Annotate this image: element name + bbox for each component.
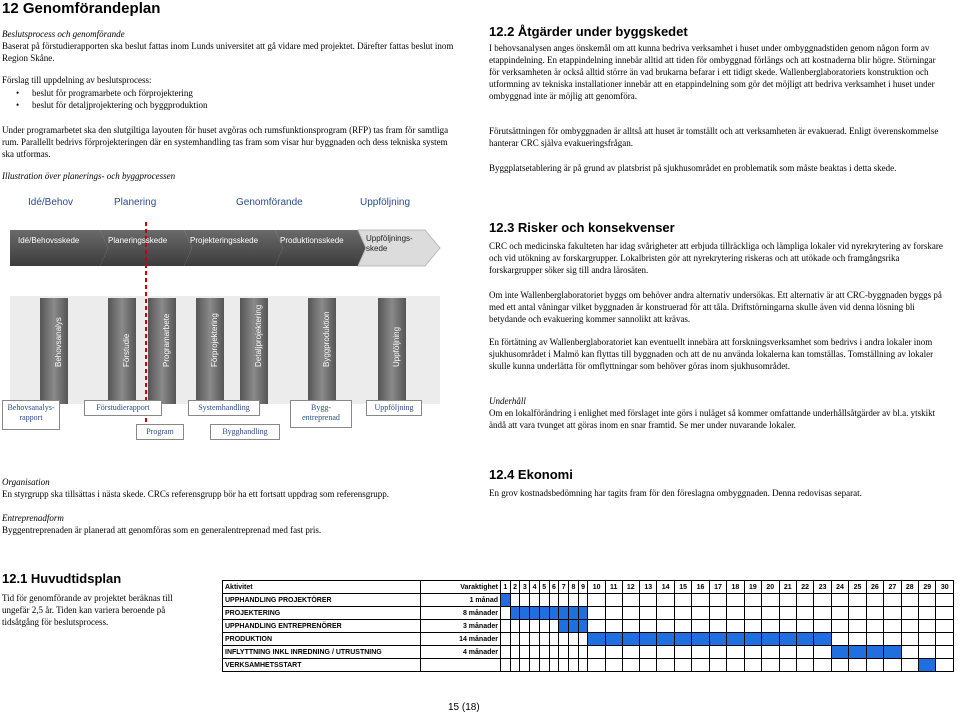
- gantt-month-header: 3: [520, 581, 530, 594]
- gantt-month-header: 16: [692, 581, 709, 594]
- gantt-month-header: 21: [779, 581, 796, 594]
- gantt-empty-cell: [578, 633, 588, 646]
- gantt-activity-name: UPPHANDLING ENTREPRENÖRER: [223, 620, 421, 633]
- doc-box: Program: [136, 424, 184, 440]
- bar-label: Förprojektering: [210, 313, 219, 367]
- gantt-empty-cell: [919, 633, 936, 646]
- gantt-month-header: 23: [814, 581, 831, 594]
- gantt-bar-cell: [919, 659, 936, 672]
- phase-label: Genomförande: [236, 197, 303, 208]
- gantt-empty-cell: [762, 646, 779, 659]
- bar-label: Detaljprojektering: [254, 304, 263, 367]
- process-diagram: [0, 192, 460, 447]
- gantt-empty-cell: [744, 620, 761, 633]
- organisation-text: En styrgrupp ska tillsättas i nästa skede. CRCs referensgrupp bör ha ett fortsatt uppdrag som referensgrupp.: [2, 489, 389, 499]
- paragraph: Byggplatsetablering är på grund av platsbrist på sjukhusområdet en problematik som måste beaktas i detta skede.: [489, 163, 897, 173]
- gantt-bar-cell: [744, 633, 761, 646]
- gantt-bar-cell: [814, 633, 831, 646]
- gantt-bar-cell: [884, 646, 901, 659]
- gantt-duration: 8 månader: [421, 607, 501, 620]
- gantt-empty-cell: [709, 607, 726, 620]
- gantt-empty-cell: [674, 594, 691, 607]
- gantt-empty-cell: [727, 594, 744, 607]
- gantt-empty-cell: [709, 659, 726, 672]
- gantt-bar-cell: [588, 633, 605, 646]
- gantt-empty-cell: [762, 659, 779, 672]
- gantt-empty-cell: [814, 659, 831, 672]
- gantt-empty-cell: [549, 646, 559, 659]
- gantt-empty-cell: [901, 594, 918, 607]
- gantt-month-header: 24: [831, 581, 848, 594]
- gantt-row: [223, 620, 954, 633]
- gantt-month-header: 25: [849, 581, 866, 594]
- gantt-empty-cell: [520, 646, 530, 659]
- gantt-empty-cell: [709, 620, 726, 633]
- gantt-empty-cell: [884, 633, 901, 646]
- gantt-activity-name: UPPHANDLING PROJEKTÖRER: [223, 594, 421, 607]
- gantt-month-header: 7: [559, 581, 569, 594]
- gantt-month-header: 10: [588, 581, 605, 594]
- gantt-bar-cell: [692, 633, 709, 646]
- gantt-empty-cell: [831, 633, 848, 646]
- gantt-empty-cell: [569, 659, 579, 672]
- gantt-bar-cell: [709, 633, 726, 646]
- bar-label: Byggproduktion: [322, 311, 331, 367]
- gantt-empty-cell: [640, 646, 657, 659]
- gantt-row: [223, 633, 954, 646]
- gantt-empty-cell: [539, 633, 549, 646]
- phase-label: Idé/Behov: [28, 197, 74, 208]
- gantt-bar-cell: [657, 633, 674, 646]
- gantt-empty-cell: [674, 659, 691, 672]
- gantt-empty-cell: [510, 594, 520, 607]
- gantt-empty-cell: [849, 633, 866, 646]
- gantt-empty-cell: [622, 594, 639, 607]
- gantt-empty-cell: [539, 646, 549, 659]
- gantt-empty-cell: [831, 659, 848, 672]
- gantt-month-header: 18: [727, 581, 744, 594]
- rfp-text: Under programarbetet ska den slutgiltiga layouten för huset avgöras och rumsfunktionsprogram (RFP) tas fram för samtliga rum. Parallellt bedrivs förprojekteringen där en systemhandling tas fram som visar hur byggnaden och dess tekniska system ska utformas.: [2, 125, 449, 159]
- gantt-empty-cell: [936, 620, 954, 633]
- gantt-bar-cell: [849, 646, 866, 659]
- gantt-empty-cell: [559, 646, 569, 659]
- chevron-label: Produktionsskede: [280, 236, 344, 245]
- gantt-empty-cell: [520, 659, 530, 672]
- gantt-bar-cell: [569, 620, 579, 633]
- gantt-empty-cell: [530, 620, 540, 633]
- gantt-empty-cell: [510, 659, 520, 672]
- gantt-empty-cell: [901, 659, 918, 672]
- gantt-row: [223, 594, 954, 607]
- gantt-empty-cell: [588, 594, 605, 607]
- gantt-empty-cell: [727, 646, 744, 659]
- page-title: 12 Genomförandeplan: [2, 0, 161, 17]
- gantt-empty-cell: [549, 620, 559, 633]
- gantt-empty-cell: [866, 620, 883, 633]
- paragraph: Om inte Wallenberglaboratoriet byggs om behöver andra alternativ undersökas. Ett alternativ är att CRC-byggnaden byggs på med ett antal våningar vilket byggnaden är konstruerad för att tåla. Driftstörningarna skulle även vid denna lösning bli betydande och evakuering kommer sannolikt att krävas.: [489, 290, 942, 324]
- gantt-empty-cell: [657, 659, 674, 672]
- gantt-empty-cell: [762, 594, 779, 607]
- doc-box: Bygghandling: [210, 424, 280, 440]
- gantt-empty-cell: [779, 594, 796, 607]
- gantt-empty-cell: [919, 607, 936, 620]
- gantt-empty-cell: [692, 646, 709, 659]
- gantt-empty-cell: [657, 594, 674, 607]
- gantt-empty-cell: [849, 620, 866, 633]
- paragraph: Förutsättningen för ombyggnaden är alltså att huset är tomställt och att verksamheten är evakuerad. Enligt överenskommelse hanterar CRC själva evakueringsfrågan.: [489, 126, 939, 148]
- gantt-empty-cell: [530, 659, 540, 672]
- gantt-bar-cell: [510, 607, 520, 620]
- gantt-empty-cell: [692, 659, 709, 672]
- gantt-month-header: 15: [674, 581, 691, 594]
- gantt-bar-cell: [866, 646, 883, 659]
- gantt-empty-cell: [539, 659, 549, 672]
- gantt-empty-cell: [779, 607, 796, 620]
- gantt-duration: 4 månader: [421, 646, 501, 659]
- organisation-heading: Organisation: [2, 477, 50, 487]
- gantt-empty-cell: [539, 620, 549, 633]
- gantt-empty-cell: [657, 620, 674, 633]
- gantt-empty-cell: [709, 594, 726, 607]
- paragraph: CRC och medicinska fakulteten har idag svårigheter att erbjuda tillräckliga och lämpliga lokaler vid nyrekrytering av forskare och vid utökning av forskargrupper. Lokalbristen gör att nyrekrytering riskeras och att utökade och framgångsrika forskargrupper söker sig till andra lärosäten.: [489, 241, 943, 275]
- gantt-empty-cell: [510, 620, 520, 633]
- gantt-empty-cell: [559, 659, 569, 672]
- gantt-row: [223, 646, 954, 659]
- gantt-empty-cell: [936, 646, 954, 659]
- gantt-bar-cell: [559, 620, 569, 633]
- section-heading-12-1: 12.1 Huvudtidsplan: [2, 571, 122, 586]
- paragraph: En förtätning av Wallenberglaboratoriet kan eventuellt innebära att forskningsverksamhet som bedrivs i andra lokaler inom sjukhusområdet i Malmö kan flyttas till byggnaden och att de nu använda lokalerna kan tomställas. Tomställning av lokaler skulle kunna underlätta för omflyttningar som behöver göras inom sjukhusområdet.: [489, 337, 934, 371]
- gantt-bar-cell: [762, 633, 779, 646]
- gantt-bar-cell: [831, 646, 848, 659]
- chevron-label: Planeringsskede: [108, 236, 168, 245]
- gantt-empty-cell: [936, 607, 954, 620]
- gantt-empty-cell: [520, 594, 530, 607]
- gantt-empty-cell: [779, 659, 796, 672]
- gantt-month-header: 17: [709, 581, 726, 594]
- gantt-empty-cell: [727, 607, 744, 620]
- gantt-empty-cell: [936, 633, 954, 646]
- gantt-bar-cell: [549, 607, 559, 620]
- proposal-item: • beslut för programarbete och förprojektering: [32, 87, 207, 99]
- gantt-empty-cell: [530, 594, 540, 607]
- gantt-month-header: 22: [796, 581, 813, 594]
- section-heading-12-4: 12.4 Ekonomi: [489, 467, 573, 482]
- gantt-empty-cell: [866, 659, 883, 672]
- gantt-empty-cell: [605, 646, 622, 659]
- gantt-empty-cell: [849, 659, 866, 672]
- gantt-empty-cell: [796, 646, 813, 659]
- doc-box: Förstudierapport: [84, 400, 162, 416]
- gantt-empty-cell: [530, 646, 540, 659]
- bar-label: Behovsanalys: [54, 317, 63, 367]
- gantt-empty-cell: [744, 659, 761, 672]
- gantt-bar-cell: [539, 607, 549, 620]
- gantt-empty-cell: [884, 607, 901, 620]
- underhall-heading: Underhåll: [489, 396, 526, 406]
- gantt-month-header: 9: [578, 581, 588, 594]
- gantt-month-header: 6: [549, 581, 559, 594]
- gantt-bar-cell: [578, 607, 588, 620]
- gantt-empty-cell: [779, 646, 796, 659]
- gantt-empty-cell: [814, 594, 831, 607]
- gantt-empty-cell: [605, 620, 622, 633]
- gantt-empty-cell: [588, 659, 605, 672]
- gantt-empty-cell: [559, 594, 569, 607]
- gantt-empty-cell: [569, 646, 579, 659]
- gantt-empty-cell: [779, 620, 796, 633]
- gantt-empty-cell: [919, 646, 936, 659]
- gantt-empty-cell: [605, 594, 622, 607]
- gantt-month-header: 19: [744, 581, 761, 594]
- gantt-month-header: 30: [936, 581, 954, 594]
- bar-label: Förstudie: [122, 333, 131, 367]
- gantt-bar-cell: [605, 633, 622, 646]
- gantt-empty-cell: [831, 607, 848, 620]
- gantt-bar-cell: [530, 607, 540, 620]
- gantt-empty-cell: [530, 633, 540, 646]
- gantt-empty-cell: [744, 607, 761, 620]
- gantt-empty-cell: [884, 620, 901, 633]
- gantt-bar-cell: [727, 633, 744, 646]
- gantt-empty-cell: [762, 620, 779, 633]
- gantt-table: [222, 580, 954, 672]
- bars-background: [10, 296, 440, 404]
- gantt-activity-name: VERKSAMHETSSTART: [223, 659, 421, 672]
- gantt-activity-name: PRODUKTION: [223, 633, 421, 646]
- gantt-empty-cell: [501, 633, 511, 646]
- gantt-empty-cell: [674, 607, 691, 620]
- gantt-bar-cell: [501, 594, 511, 607]
- gantt-empty-cell: [796, 607, 813, 620]
- chevron-label: Projekteringsskede: [190, 236, 259, 245]
- gantt-month-header: 5: [539, 581, 549, 594]
- gantt-empty-cell: [622, 607, 639, 620]
- gantt-empty-cell: [640, 620, 657, 633]
- section-heading-12-2: 12.2 Åtgärder under byggskedet: [489, 24, 688, 39]
- gantt-empty-cell: [936, 594, 954, 607]
- doc-box: Bygg- entreprenad: [290, 400, 352, 428]
- gantt-header-activity: Aktivitet: [223, 581, 421, 594]
- gantt-month-header: 20: [762, 581, 779, 594]
- gantt-empty-cell: [936, 659, 954, 672]
- gantt-month-header: 14: [657, 581, 674, 594]
- gantt-empty-cell: [796, 620, 813, 633]
- phase-label: Planering: [114, 197, 157, 208]
- gantt-empty-cell: [578, 659, 588, 672]
- gantt-empty-cell: [901, 607, 918, 620]
- gantt-empty-cell: [520, 633, 530, 646]
- gantt-empty-cell: [578, 646, 588, 659]
- gantt-empty-cell: [622, 659, 639, 672]
- gantt-empty-cell: [622, 646, 639, 659]
- gantt-month-header: 28: [901, 581, 918, 594]
- gantt-empty-cell: [569, 594, 579, 607]
- gantt-empty-cell: [692, 607, 709, 620]
- gantt-empty-cell: [744, 594, 761, 607]
- paragraph: I behovsanalysen anges önskemål om att kunna bedriva verksamhet i huset under ombyggnadstiden genom någon form av etappindelning. En etappindelning innebär alltid att tiden för ombyggnad förlängs och att kostnaderna blir högre. Störningar för verksamheten är också alltid större än vad brukarna befarar i ett tidigt skede. Wallenberglaboratoriets konstruktion och utformning av tekniska installationer innebär att en etappindelning som gör det möjligt att bedriva verksamhet i huset under ombyggnad inte är möjlig att genomföra.: [489, 43, 936, 101]
- gantt-empty-cell: [727, 620, 744, 633]
- gantt-month-header: 29: [919, 581, 936, 594]
- phase-label: Uppföljning: [360, 197, 411, 208]
- gantt-empty-cell: [640, 594, 657, 607]
- gantt-empty-cell: [640, 659, 657, 672]
- gantt-activity-name: PROJEKTERING: [223, 607, 421, 620]
- gantt-bar-cell: [779, 633, 796, 646]
- gantt-empty-cell: [884, 594, 901, 607]
- gantt-empty-cell: [501, 620, 511, 633]
- gantt-bar-cell: [796, 633, 813, 646]
- gantt-row: [223, 659, 954, 672]
- doc-box: Systemhandling: [188, 400, 260, 416]
- gantt-empty-cell: [559, 633, 569, 646]
- gantt-empty-cell: [849, 594, 866, 607]
- gantt-empty-cell: [866, 594, 883, 607]
- gantt-month-header: 4: [530, 581, 540, 594]
- gantt-bar-cell: [622, 633, 639, 646]
- gantt-month-header: 8: [569, 581, 579, 594]
- gantt-empty-cell: [588, 620, 605, 633]
- gantt-month-header: 27: [884, 581, 901, 594]
- gantt-empty-cell: [657, 607, 674, 620]
- gantt-empty-cell: [501, 607, 511, 620]
- entreprenad-text: Byggentreprenaden är planerad att genomföras som en generalentreprenad med fast pris.: [2, 525, 322, 535]
- gantt-empty-cell: [814, 607, 831, 620]
- gantt-bar-cell: [559, 607, 569, 620]
- paragraph: Tid för genomförande av projektet beräknas till ungefär 2,5 år. Tiden kan variera beroende på tidsåtgång för beslutsprocess.: [2, 593, 173, 627]
- gantt-empty-cell: [692, 594, 709, 607]
- gantt-activity-name: INFLYTTNING INKL INREDNING / UTRUSTNING: [223, 646, 421, 659]
- proposal-item: • beslut för detaljprojektering och byggproduktion: [32, 99, 207, 111]
- gantt-empty-cell: [510, 633, 520, 646]
- gantt-empty-cell: [578, 594, 588, 607]
- gantt-month-header: 26: [866, 581, 883, 594]
- gantt-duration: 3 månader: [421, 620, 501, 633]
- gantt-month-header: 12: [622, 581, 639, 594]
- gantt-row: [223, 607, 954, 620]
- gantt-bar-cell: [674, 633, 691, 646]
- gantt-empty-cell: [657, 646, 674, 659]
- gantt-empty-cell: [510, 646, 520, 659]
- entreprenad-heading: Entreprenadform: [2, 513, 64, 523]
- gantt-header-duration: Varaktighet: [421, 581, 501, 594]
- gantt-empty-cell: [549, 633, 559, 646]
- gantt-month-header: 13: [640, 581, 657, 594]
- bar-label: Uppföljning: [392, 326, 401, 367]
- gantt-empty-cell: [674, 620, 691, 633]
- gantt-empty-cell: [866, 633, 883, 646]
- gantt-duration: [421, 659, 501, 672]
- illustration-caption: Illustration över planerings- och byggprocessen: [2, 171, 176, 181]
- gantt-duration: 1 månad: [421, 594, 501, 607]
- gantt-bar-cell: [569, 607, 579, 620]
- chevron-label: Idé/Behovsskede: [18, 236, 80, 245]
- gantt-empty-cell: [866, 607, 883, 620]
- gantt-month-header: 11: [605, 581, 622, 594]
- gantt-empty-cell: [814, 620, 831, 633]
- gantt-empty-cell: [549, 659, 559, 672]
- gantt-empty-cell: [727, 659, 744, 672]
- gantt-empty-cell: [549, 594, 559, 607]
- gantt-empty-cell: [539, 594, 549, 607]
- gantt-empty-cell: [520, 620, 530, 633]
- doc-box: Uppföljning: [366, 400, 422, 416]
- gantt-empty-cell: [762, 607, 779, 620]
- gantt-empty-cell: [814, 646, 831, 659]
- proposal-intro: Förslag till uppdelning av beslutsprocess:: [2, 75, 152, 85]
- paragraph: Om en lokalförändring i enlighet med förslaget inte görs i nuläget så kommer omfattande underhållsåtgärder av bl.a. ytskikt ändå att vara tvunget att göras inom en snar framtid. Se mer under nuvarande lokaler.: [489, 408, 936, 430]
- gantt-empty-cell: [692, 620, 709, 633]
- gantt-empty-cell: [588, 646, 605, 659]
- gantt-empty-cell: [919, 594, 936, 607]
- gantt-empty-cell: [796, 659, 813, 672]
- bar-label: Programarbete: [162, 313, 171, 367]
- section-heading-12-3: 12.3 Risker och konsekvenser: [489, 220, 675, 235]
- beslut-text: Baserat på förstudierapporten ska beslut fattas inom Lunds universitet att gå vidare med projektet. Därefter fattas beslut inom Region Skåne.: [2, 41, 454, 63]
- gantt-empty-cell: [501, 659, 511, 672]
- gantt-empty-cell: [588, 607, 605, 620]
- gantt-empty-cell: [605, 607, 622, 620]
- gantt-empty-cell: [849, 607, 866, 620]
- gantt-bar-cell: [578, 620, 588, 633]
- gantt-bar-cell: [640, 633, 657, 646]
- gantt-empty-cell: [640, 607, 657, 620]
- gantt-empty-cell: [919, 620, 936, 633]
- gantt-bar-cell: [520, 607, 530, 620]
- doc-box: Behovsanalys- rapport: [2, 400, 60, 430]
- gantt-empty-cell: [796, 594, 813, 607]
- gantt-month-header: 2: [510, 581, 520, 594]
- paragraph: En grov kostnadsbedömning har tagits fram för den föreslagna ombyggnaden. Denna redovisas separat.: [489, 488, 862, 498]
- gantt-empty-cell: [831, 620, 848, 633]
- gantt-month-header: 1: [501, 581, 511, 594]
- proposal-list: [2, 87, 207, 111]
- gantt-empty-cell: [622, 620, 639, 633]
- gantt-duration: 14 månader: [421, 633, 501, 646]
- gantt-empty-cell: [569, 633, 579, 646]
- gantt-empty-cell: [884, 659, 901, 672]
- page-number: 15 (18): [448, 702, 480, 713]
- gantt-empty-cell: [831, 594, 848, 607]
- beslut-heading: Beslutsprocess och genomförande: [2, 29, 125, 39]
- gantt-empty-cell: [901, 620, 918, 633]
- gantt-empty-cell: [709, 646, 726, 659]
- gantt-empty-cell: [501, 646, 511, 659]
- chevron-label: Uppföljnings- skede: [366, 234, 413, 253]
- gantt-empty-cell: [744, 646, 761, 659]
- gantt-empty-cell: [901, 646, 918, 659]
- gantt-empty-cell: [605, 659, 622, 672]
- gantt-empty-cell: [674, 646, 691, 659]
- gantt-empty-cell: [901, 633, 918, 646]
